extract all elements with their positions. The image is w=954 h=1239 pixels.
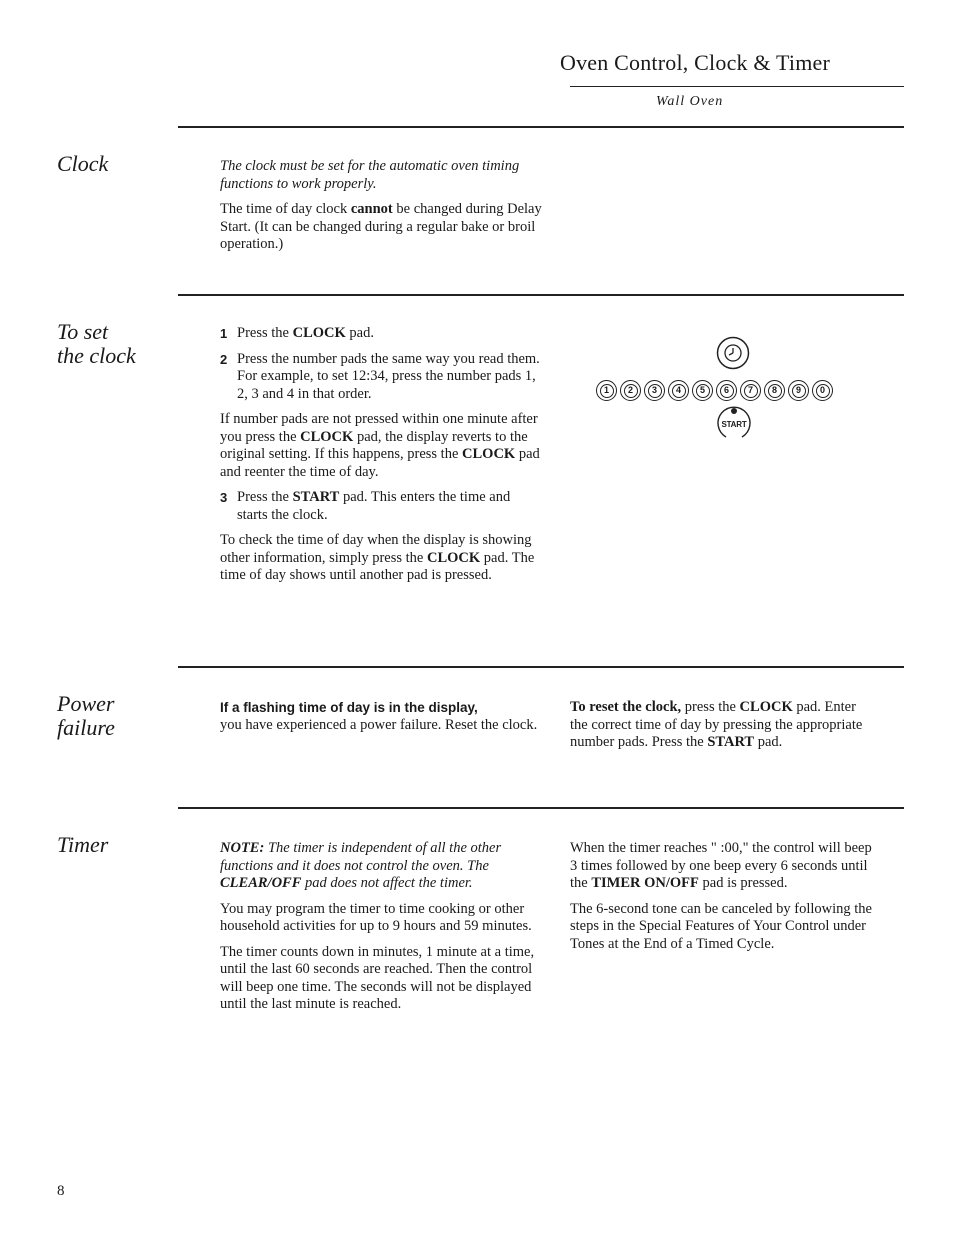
- number-pad-9: 9: [788, 380, 809, 401]
- power-failure-alert: If a flashing time of day is in the display,: [220, 700, 478, 715]
- section-heading-set-clock: To set the clock: [57, 319, 136, 368]
- section-heading-timer: Timer: [57, 832, 109, 857]
- number-pad-6: 6: [716, 380, 737, 401]
- timer-right: [570, 840, 882, 961]
- section-divider-clock: [178, 126, 904, 128]
- number-pad-0: 0: [812, 380, 833, 401]
- number-pad-2: 2: [620, 380, 641, 401]
- timer-tone-paragraph: The 6-second tone can be canceled by following the steps in the Special Features of Your Control under Tones at the End of a Timed Cycle.: [570, 900, 872, 952]
- step-2: 2 Press the number pads the same way you read them. For example, to set 12:34, press the number pads 1, 2, 3 and 4 in that order.: [220, 350, 540, 402]
- start-pad-label: START: [721, 420, 747, 429]
- power-failure-right: [570, 699, 870, 760]
- timer-beep-paragraph: When the timer reaches " :00," the control will beep 3 times followed by one beep every 6 seconds until the TIMER ON/OFF pad is pressed.: [570, 840, 872, 891]
- clock-section-body: [220, 158, 550, 262]
- number-pad-1: 1: [596, 380, 617, 401]
- section-divider-set-clock: [178, 294, 904, 296]
- power-failure-text: you have experienced a power failure. Reset the clock.: [220, 716, 538, 733]
- clock-note: The clock must be set for the automatic oven timing functions to work properly.: [220, 158, 520, 192]
- step-1: 1 Press the CLOCK pad.: [220, 325, 374, 341]
- set-clock-paragraph-2: To check the time of day when the display is showing other information, simply press the CLOCK pad. The time of day shows until another pad is pressed.: [220, 532, 535, 583]
- section-divider-timer: [178, 807, 904, 809]
- timer-note: NOTE: The timer is independent of all the other functions and it does not control the oven. The CLEAR/OFF pad does not affect the timer.: [220, 840, 502, 891]
- step-3: 3 Press the START pad. This enters the time and starts the clock.: [220, 489, 511, 523]
- number-pad-3: 3: [644, 380, 665, 401]
- section-heading-clock: Clock: [57, 151, 109, 176]
- set-clock-section-body: [220, 325, 542, 593]
- page-subtitle: Wall Oven: [656, 94, 724, 109]
- timer-left: [220, 840, 550, 1022]
- timer-paragraph-1: You may program the timer to time cooking or other household activities for up to 9 hours and 59 minutes.: [220, 900, 532, 934]
- number-pad-7: 7: [740, 380, 761, 401]
- section-divider-power-failure: [178, 666, 904, 668]
- header-divider: [570, 86, 904, 87]
- reset-clock-instructions: To reset the clock, press the CLOCK pad. Enter the correct time of day by pressing the appropriate number pads. Press the START pad.: [570, 699, 863, 750]
- timer-paragraph-2: The timer counts down in minutes, 1 minute at a time, until the last 60 seconds are reached. Then the control will beep one time. The seconds will not be displayed until the last minute is reached.: [220, 943, 535, 1012]
- section-heading-power-failure: Power failure: [57, 691, 115, 740]
- clock-pad-icon: [716, 336, 750, 370]
- set-clock-paragraph-1: If number pads are not pressed within one minute after you press the CLOCK pad, the display reverts to the original setting. If this happens, press the CLOCK pad and reenter the time of day.: [220, 411, 540, 480]
- page-number: 8: [57, 1183, 65, 1199]
- number-pad-8: 8: [764, 380, 785, 401]
- clock-description: The time of day clock cannot be changed during Delay Start. (It can be changed during a regular bake or broil operation.): [220, 201, 542, 252]
- page-title: Oven Control, Clock & Timer: [560, 50, 831, 75]
- number-pad-4: 4: [668, 380, 689, 401]
- number-pad-5: 5: [692, 380, 713, 401]
- power-failure-left: [220, 699, 550, 734]
- number-keypad: [596, 380, 833, 401]
